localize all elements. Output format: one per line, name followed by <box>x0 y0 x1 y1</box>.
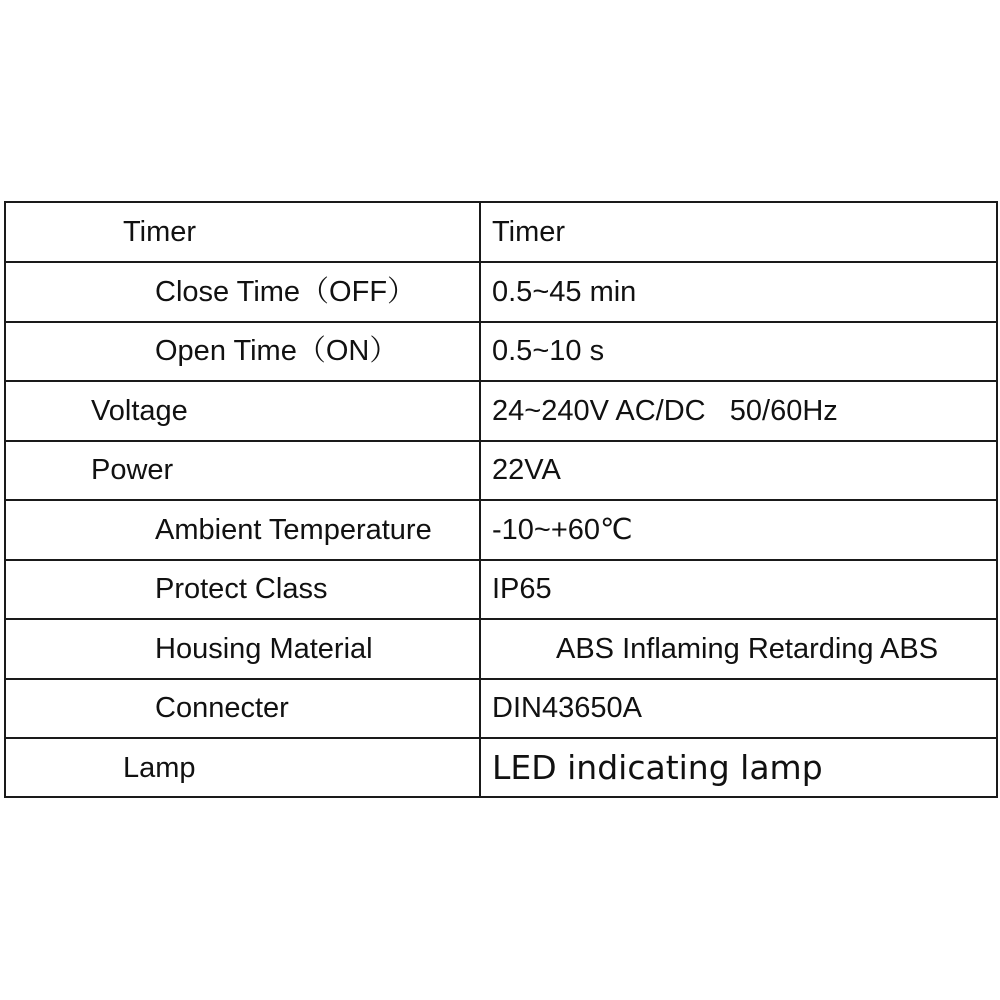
row-value: 24~240V AC/DC 50/60Hz <box>492 395 838 427</box>
spec-table <box>4 201 998 798</box>
row-label: Ambient Temperature <box>155 514 432 546</box>
row-label: Close Time（OFF） <box>155 276 417 308</box>
row-label: Protect Class <box>155 573 328 605</box>
row-value: LED indicating lamp <box>492 748 823 787</box>
row-label: Connecter <box>155 692 289 724</box>
row-value: 0.5~45 min <box>492 276 637 308</box>
row-label: Open Time（ON） <box>155 335 399 367</box>
table-row-housing-material <box>6 620 996 680</box>
row-label: Voltage <box>91 395 188 427</box>
row-value: ABS Inflaming Retarding ABS <box>556 633 939 665</box>
table-row-protect-class <box>6 560 996 620</box>
row-label: Lamp <box>123 752 196 784</box>
row-value: DIN43650A <box>492 692 642 724</box>
table-row-connecter <box>6 679 996 739</box>
table-row-voltage <box>6 382 996 442</box>
table-row-lamp <box>6 739 996 799</box>
row-value: 0.5~10 s <box>492 335 605 367</box>
row-label: Timer <box>123 216 197 248</box>
row-value: IP65 <box>492 573 552 605</box>
row-label: Housing Material <box>155 633 373 665</box>
table-row-timer <box>6 203 996 263</box>
row-value: Timer <box>492 216 566 248</box>
row-label: Power <box>91 454 174 486</box>
table-row-open-time <box>6 322 996 382</box>
table-row-close-time <box>6 263 996 323</box>
row-value: 22VA <box>492 454 561 486</box>
table-row-ambient-temperature <box>6 501 996 561</box>
table-row-power <box>6 441 996 501</box>
row-value: -10~+60℃ <box>492 514 633 546</box>
